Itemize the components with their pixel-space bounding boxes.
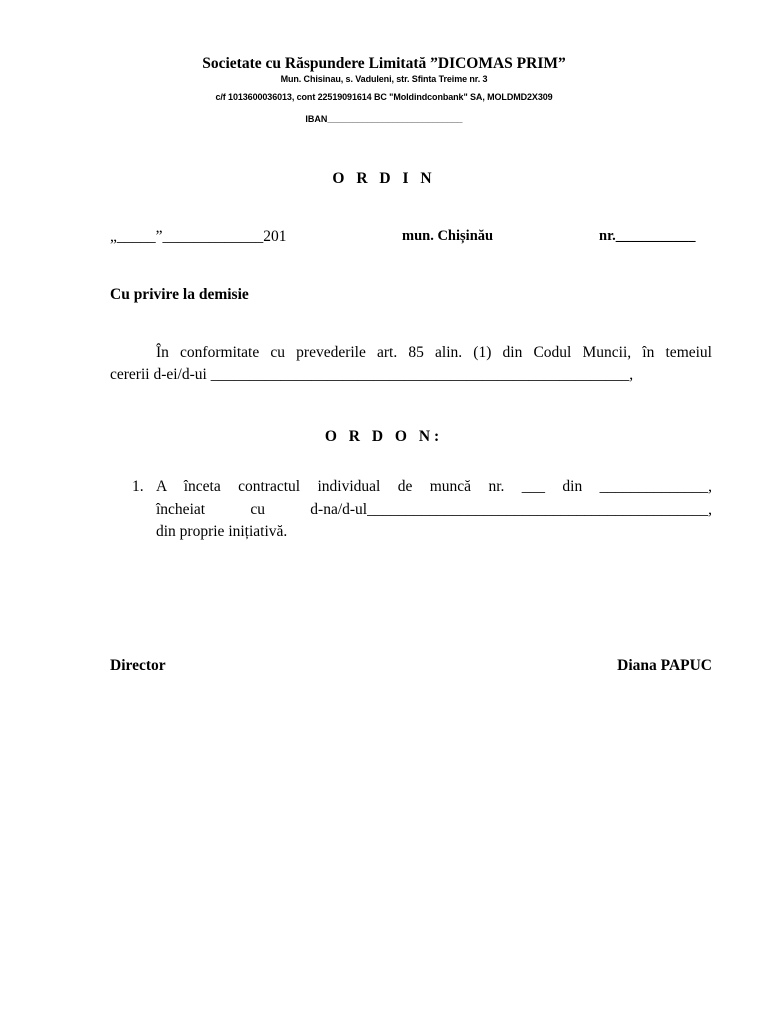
date-field: „_____”_____________201 (110, 228, 287, 245)
paragraph-line-2: cererii d-ei/d-ui ______________________________________________________, (110, 366, 634, 383)
company-name: Societate cu Răspundere Limitată ”DICOMAS PRIM” (202, 55, 566, 72)
paragraph-line-1: În conformitate cu prevederile art. 85 alin. (1) din Codul Muncii, în temeiul (156, 344, 712, 361)
list-item-line-2: încheiat cu d-na/d-ul____________________________________________, (156, 501, 712, 518)
city-label: mun. Chișinău (402, 228, 494, 244)
signature-name: Diana PAPUC (617, 657, 712, 674)
subject-line: Cu privire la demisie (110, 286, 249, 303)
signature-position: Director (110, 657, 166, 674)
document-title: O R D I N (332, 170, 436, 187)
order-number-field: nr.___________ (599, 228, 696, 244)
order-title: O R D O N: (324, 428, 444, 445)
list-item-line-1: A înceta contractul individual de muncă nr. ___ din ______________, (156, 478, 712, 495)
company-iban: IBAN___________________________ (305, 114, 463, 124)
list-item-line-3: din proprie inițiativă. (156, 523, 288, 540)
company-address: Mun. Chisinau, s. Vaduleni, str. Sfinta Treime nr. 3 (280, 74, 488, 84)
company-bank-details: c/f 1013600036013, cont 22519091614 BC "Moldindconbank" SA, MOLDMD2X309 (215, 92, 553, 102)
list-item-number: 1. (132, 478, 144, 495)
